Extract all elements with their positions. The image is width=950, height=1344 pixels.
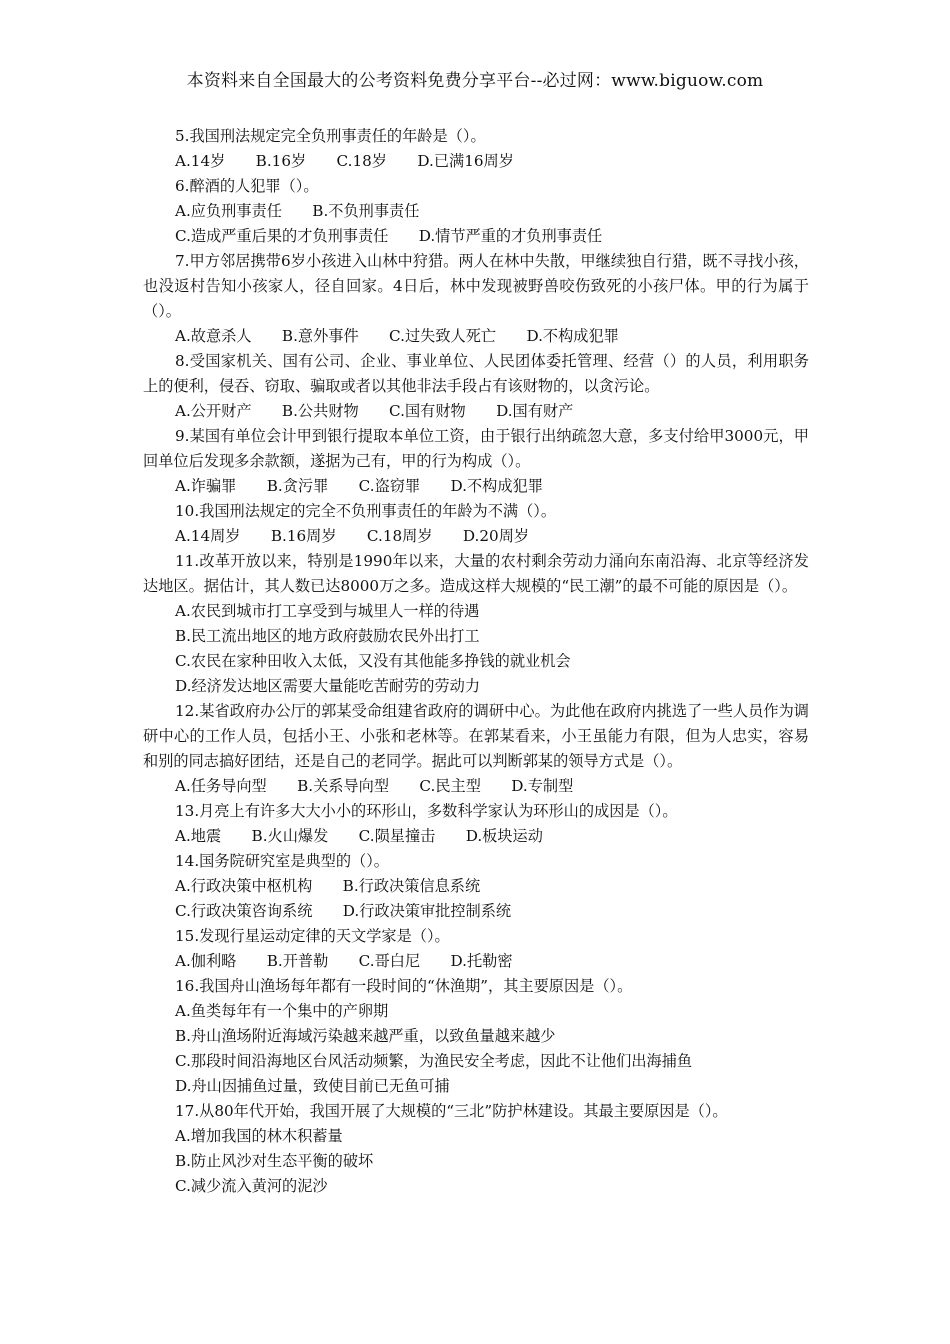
question-options: A.鱼类每年有一个集中的产卵期 — [175, 1002, 389, 1020]
question-options: D.经济发达地区需要大量能吃苦耐劳的劳动力 — [175, 677, 481, 695]
question-options: B.防止风沙对生态平衡的破坏 — [175, 1152, 374, 1170]
question-options: B.舟山渔场附近海域污染越来越严重，以致鱼量越来越少 — [175, 1027, 556, 1045]
question-options: A.伽利略 B.开普勒 C.哥白尼 D.托勒密 — [175, 952, 513, 970]
question-options: A.增加我国的林木积蓄量 — [175, 1127, 343, 1145]
question-options: A.故意杀人 B.意外事件 C.过失致人死亡 D.不构成犯罪 — [175, 327, 619, 345]
question-options: A.任务导向型 B.关系导向型 C.民主型 D.专制型 — [175, 777, 574, 795]
question-block — [143, 699, 809, 799]
question-options: A.农民到城市打工享受到与城里人一样的待遇 — [175, 602, 480, 620]
question-options: A.14岁 B.16岁 C.18岁 D.已满16周岁 — [175, 152, 514, 170]
question-block — [143, 249, 809, 349]
question-block — [143, 349, 809, 424]
question-block — [143, 174, 809, 249]
question-stem: 17.从80年代开始，我国开展了大规模的“三北”防护林建设。其最主要原因是（）。 — [175, 1102, 728, 1120]
question-block — [143, 124, 809, 174]
question-options: A.14周岁 B.16周岁 C.18周岁 D.20周岁 — [175, 527, 530, 545]
question-block — [143, 924, 809, 974]
question-options: B.民工流出地区的地方政府鼓励农民外出打工 — [175, 627, 480, 645]
question-stem: 15.发现行星运动定律的天文学家是（）。 — [175, 927, 450, 945]
question-options: A.地震 B.火山爆发 C.陨星撞击 D.板块运动 — [175, 827, 543, 845]
question-block — [143, 974, 809, 1099]
question-stem: 5.我国刑法规定完全负刑事责任的年龄是（）。 — [175, 127, 486, 145]
question-stem: 11.改革开放以来，特别是1990年以来，大量的农村剩余劳动力涌向东南沿海、北京等经济发达地区。据估计，其人数已达8000万之多。造成这样大规模的“民工潮”的最不可能的原因是（）。 — [143, 552, 809, 595]
question-options: C.减少流入黄河的泥沙 — [175, 1177, 328, 1195]
question-options: C.行政决策咨询系统 D.行政决策审批控制系统 — [175, 902, 512, 920]
question-stem: 6.醉酒的人犯罪（）。 — [175, 177, 319, 195]
question-options: C.农民在家种田收入太低，又没有其他能多挣钱的就业机会 — [175, 652, 571, 670]
question-block — [143, 549, 809, 699]
question-options: C.造成严重后果的才负刑事责任 D.情节严重的才负刑事责任 — [175, 227, 603, 245]
question-block — [143, 799, 809, 849]
question-stem: 13.月亮上有许多大大小小的环形山，多数科学家认为环形山的成因是（）。 — [175, 802, 678, 820]
question-stem: 12.某省政府办公厅的郭某受命组建省政府的调研中心。为此他在政府内挑选了一些人员作为调研中心的工作人员，包括小王、小张和老林等。在郭某看来，小王虽能力有限，但为人忠实，容易和别的同志搞好团结，还是自己的老同学。据此可以判断郭某的领导方式是（）。 — [143, 702, 809, 770]
question-stem: 14.国务院研究室是典型的（）。 — [175, 852, 389, 870]
question-stem: 7.甲方邻居携带6岁小孩进入山林中狩猎。两人在林中失散，甲继续独自行猎，既不寻找小孩，也没返村告知小孩家人，径自回家。4日后，林中发现被野兽咬伤致死的小孩尸体。甲的行为属于（）。 — [143, 252, 809, 320]
question-options: A.应负刑事责任 B.不负刑事责任 — [175, 202, 420, 220]
question-stem: 8.受国家机关、国有公司、企业、事业单位、人民团体委托管理、经营（）的人员，利用职务上的便利，侵吞、窃取、骗取或者以其他非法手段占有该财物的，以贪污论。 — [143, 352, 809, 395]
question-list — [143, 124, 809, 1199]
question-block — [143, 1099, 809, 1199]
question-options: A.行政决策中枢机构 B.行政决策信息系统 — [175, 877, 481, 895]
question-options: D.舟山因捕鱼过量，致使目前已无鱼可捕 — [175, 1077, 450, 1095]
question-stem: 9.某国有单位会计甲到银行提取本单位工资，由于银行出纳疏忽大意，多支付给甲3000元，甲回单位后发现多余款额，遂据为己有，甲的行为构成（）。 — [143, 427, 809, 470]
question-block — [143, 499, 809, 549]
question-options: C.那段时间沿海地区台风活动频繁，为渔民安全考虑，因此不让他们出海捕鱼 — [175, 1052, 693, 1070]
question-stem: 10.我国刑法规定的完全不负刑事责任的年龄为不满（）。 — [175, 502, 557, 520]
question-options: A.诈骗罪 B.贪污罪 C.盗窃罪 D.不构成犯罪 — [175, 477, 543, 495]
page-header: 本资料来自全国最大的公考资料免费分享平台--必过网：www.biguow.com — [186, 71, 764, 91]
question-block — [143, 849, 809, 924]
question-stem: 16.我国舟山渔场每年都有一段时间的“休渔期”，其主要原因是（）。 — [175, 977, 633, 995]
question-options: A.公开财产 B.公共财物 C.国有财物 D.国有财产 — [175, 402, 574, 420]
question-block — [143, 424, 809, 499]
